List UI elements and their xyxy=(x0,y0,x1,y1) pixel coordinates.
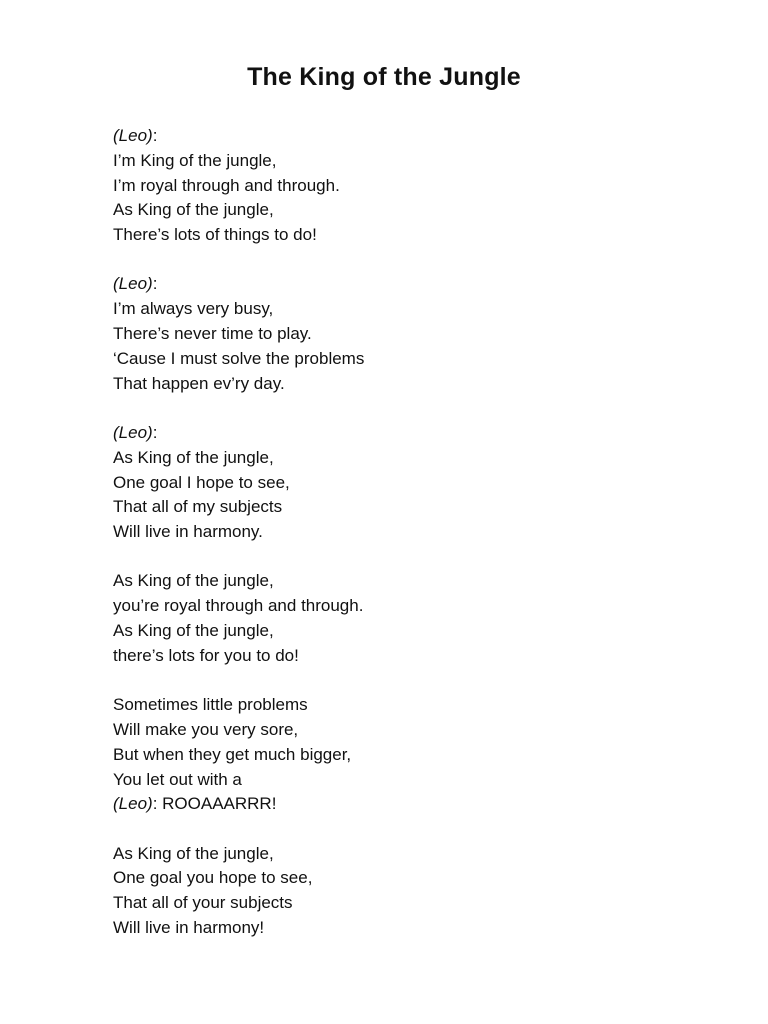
lyric-text: : xyxy=(152,422,158,442)
stanza xyxy=(113,569,673,668)
lyric-line xyxy=(113,693,673,718)
lyric-line xyxy=(113,198,673,223)
lyric-line xyxy=(113,916,673,941)
lyric-text: As King of the jungle, xyxy=(113,621,274,641)
lyric-line xyxy=(113,124,673,149)
lyric-text: : ROOAAARRR! xyxy=(152,794,277,814)
lyric-line xyxy=(113,718,673,743)
lyric-text: : xyxy=(152,274,158,294)
lyric-line xyxy=(113,520,673,545)
lyric-text: As King of the jungle, xyxy=(113,447,274,467)
lyric-text: Sometimes little problems xyxy=(113,695,308,715)
stanza xyxy=(113,272,673,396)
lyric-text: I’m royal through and through. xyxy=(113,175,340,195)
speaker-label: (Leo) xyxy=(113,274,153,294)
lyric-text: That all of my subjects xyxy=(113,497,283,517)
lyrics-body xyxy=(113,124,673,965)
speaker-label: (Leo) xyxy=(113,794,153,814)
lyric-line xyxy=(113,322,673,347)
lyric-line xyxy=(113,768,673,793)
stanza xyxy=(113,124,673,248)
lyric-text: There’s never time to play. xyxy=(113,324,312,344)
lyric-line xyxy=(113,866,673,891)
lyric-text: Will live in harmony. xyxy=(113,522,263,542)
lyric-line xyxy=(113,891,673,916)
speaker-label: (Leo) xyxy=(113,422,153,442)
lyric-text: ‘Cause I must solve the problems xyxy=(113,348,365,368)
lyric-text: But when they get much bigger, xyxy=(113,744,352,764)
lyric-text: As King of the jungle, xyxy=(113,200,274,220)
lyric-line xyxy=(113,594,673,619)
lyric-line xyxy=(113,174,673,199)
lyric-text: there’s lots for you to do! xyxy=(113,645,299,665)
lyric-line xyxy=(113,372,673,397)
lyric-line xyxy=(113,792,673,817)
lyric-line xyxy=(113,619,673,644)
lyric-line xyxy=(113,347,673,372)
lyric-text: As King of the jungle, xyxy=(113,843,274,863)
lyric-line xyxy=(113,495,673,520)
lyric-text: One goal I hope to see, xyxy=(113,472,290,492)
lyric-text: : xyxy=(152,126,158,145)
lyric-text: I’m always very busy, xyxy=(113,299,274,319)
lyric-line xyxy=(113,149,673,174)
lyric-line xyxy=(113,421,673,446)
speaker-label: (Leo) xyxy=(113,126,153,145)
lyric-text: There’s lots of things to do! xyxy=(113,225,317,245)
lyric-text: You let out with a xyxy=(113,769,242,789)
lyric-text: As King of the jungle, xyxy=(113,571,274,591)
lyric-text: you’re royal through and through. xyxy=(113,596,364,616)
stanza xyxy=(113,842,673,941)
lyric-line xyxy=(113,272,673,297)
lyric-line xyxy=(113,297,673,322)
lyric-line xyxy=(113,471,673,496)
lyric-text: I’m King of the jungle, xyxy=(113,150,277,170)
lyric-text: One goal you hope to see, xyxy=(113,868,313,888)
lyric-text: That all of your subjects xyxy=(113,893,293,913)
stanza xyxy=(113,421,673,545)
lyric-line xyxy=(113,842,673,867)
lyric-line xyxy=(113,223,673,248)
lyric-line xyxy=(113,569,673,594)
stanza xyxy=(113,693,673,817)
lyric-text: Will make you very sore, xyxy=(113,719,299,739)
lyric-line xyxy=(113,446,673,471)
lyric-text: Will live in harmony! xyxy=(113,918,265,938)
lyric-line xyxy=(113,644,673,669)
lyric-line xyxy=(113,743,673,768)
song-title: The King of the Jungle xyxy=(247,63,521,91)
lyric-text: That happen ev’ry day. xyxy=(113,373,285,393)
